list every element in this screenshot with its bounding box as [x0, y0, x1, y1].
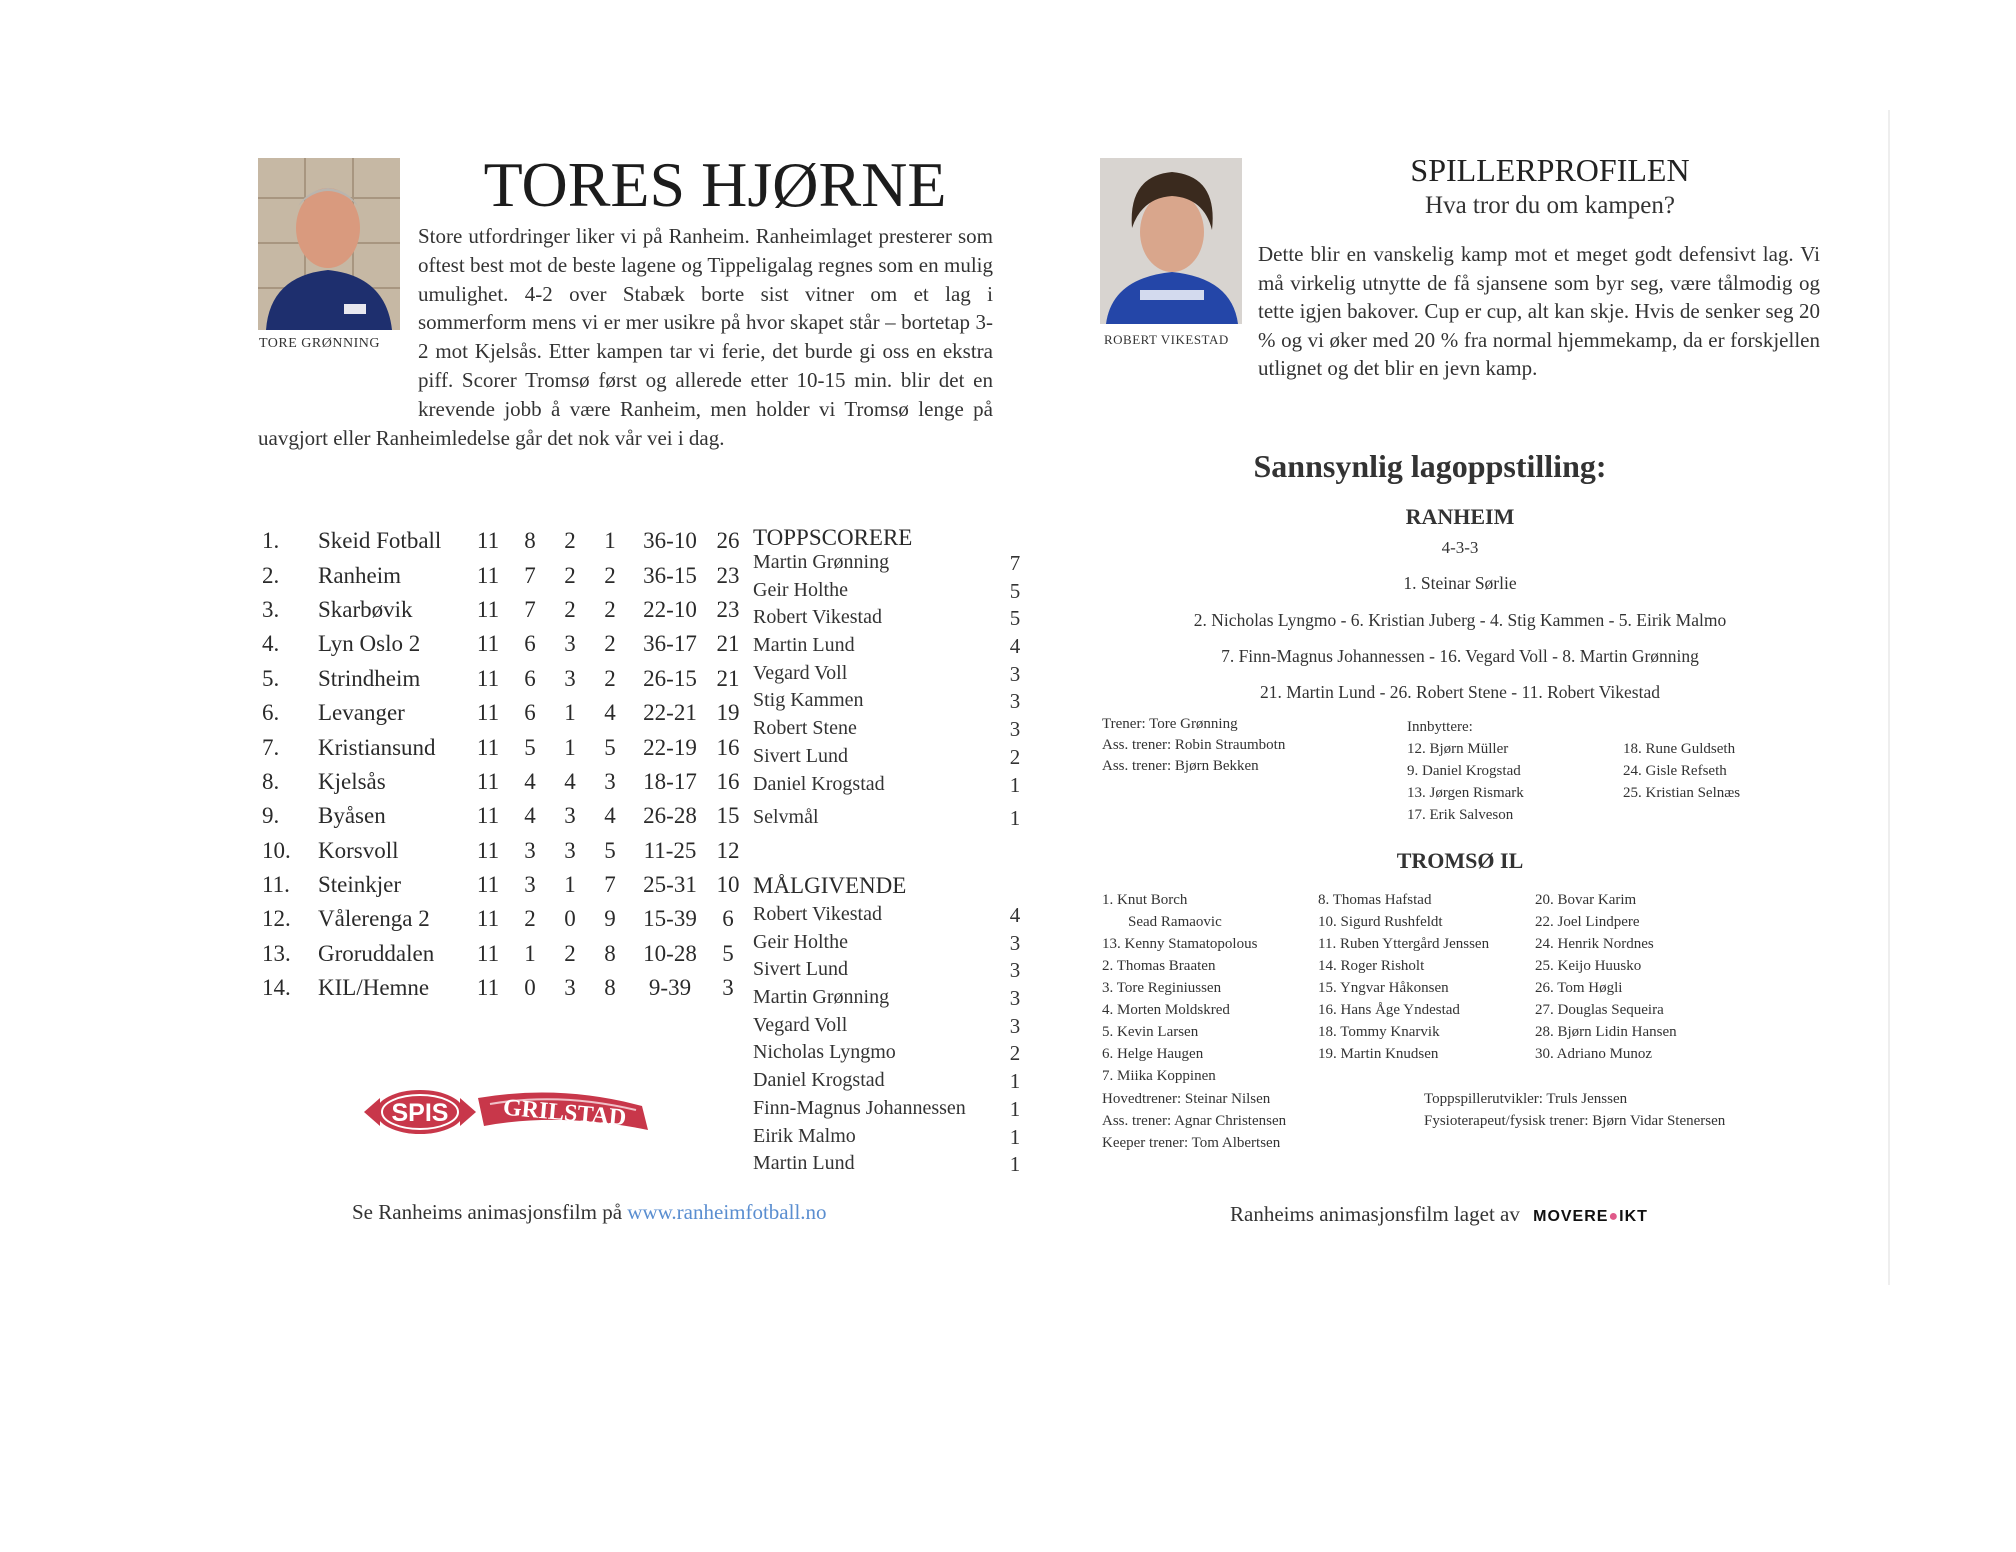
- standings-row: [262, 662, 746, 696]
- malgivende-row: [753, 1041, 1043, 1069]
- toppscorere-row: [753, 579, 1043, 607]
- drawn-cell: 1: [564, 700, 576, 726]
- won-cell: 5: [524, 734, 536, 760]
- lost-cell: 8: [604, 975, 616, 1001]
- points-cell: 21: [716, 631, 740, 657]
- tromso-player: 6. Helge Haugen: [1102, 1046, 1204, 1062]
- staff-line: Toppspillerutvikler: Truls Jenssen: [1424, 1091, 1628, 1107]
- rank-cell: 11.: [262, 872, 290, 898]
- tromso-player: 4. Morten Moldskred: [1102, 1002, 1230, 1018]
- lost-cell: 2: [604, 665, 616, 691]
- drawn-cell: 1: [564, 734, 576, 760]
- malgivende-row: [753, 903, 1043, 931]
- staff-line: Hovedtrener: Steinar Nilsen: [1102, 1091, 1271, 1107]
- subs-heading: Innbyttere:: [1407, 719, 1473, 735]
- toppscorere-block: [753, 525, 1043, 834]
- lost-cell: 2: [604, 562, 616, 588]
- points-cell: 3: [722, 975, 734, 1001]
- footer-left-text: Se Ranheims animasjonsfilm på: [352, 1200, 623, 1224]
- staff-line: Ass. trener: Robin Straumbotn: [1102, 737, 1286, 753]
- player-count: 2: [1009, 744, 1021, 769]
- points-cell: 26: [716, 528, 740, 554]
- lost-cell: 3: [604, 768, 616, 794]
- staff-line: Trener: Tore Grønning: [1102, 716, 1238, 732]
- toppscorere-row: [753, 745, 1043, 773]
- sub-player: 18. Rune Guldseth: [1623, 741, 1736, 757]
- goals-cell: 10-28: [643, 940, 697, 966]
- drawn-cell: 3: [564, 665, 576, 691]
- tromso-player: 19. Martin Knudsen: [1318, 1046, 1439, 1062]
- team-cell: Levanger: [318, 700, 405, 726]
- team-cell: Skarbøvik: [318, 596, 413, 622]
- player-count: 3: [1009, 958, 1021, 983]
- points-cell: 16: [716, 734, 740, 760]
- tromso-player: 15. Yngvar Håkonsen: [1318, 980, 1449, 996]
- movere-ikt-logo: [1533, 1208, 1648, 1225]
- lost-cell: 5: [604, 837, 616, 863]
- player-count: 3: [1009, 661, 1021, 686]
- played-cell: 11: [476, 768, 500, 794]
- goals-cell: 36-17: [643, 631, 697, 657]
- tromso-player: 24. Henrik Nordnes: [1535, 936, 1654, 952]
- team-cell: Lyn Oslo 2: [318, 631, 421, 657]
- malgivende-row: [753, 1069, 1043, 1097]
- rank-cell: 13.: [262, 940, 291, 966]
- team-cell: Kjelsås: [318, 768, 386, 794]
- sub-player: 9. Daniel Krogstad: [1407, 763, 1521, 779]
- lost-cell: 2: [604, 596, 616, 622]
- player-count: 5: [1009, 606, 1021, 631]
- standings-row: [262, 593, 746, 627]
- won-cell: 1: [524, 940, 536, 966]
- toppscorere-row: [753, 606, 1043, 634]
- tromso-player: 20. Bovar Karim: [1535, 892, 1637, 908]
- won-cell: 8: [524, 528, 536, 554]
- staff-line: Keeper trener: Tom Albertsen: [1102, 1135, 1281, 1151]
- player-count: 4: [1009, 903, 1021, 927]
- won-cell: 4: [524, 803, 536, 829]
- player-name: Daniel Krogstad: [753, 1069, 885, 1092]
- lineup-line-2: 2. Nicholas Lyngmo - 6. Kristian Juberg - 4. Stig Kammen - 5. Eirik Malmo: [1193, 610, 1727, 630]
- drawn-cell: 1: [564, 872, 576, 898]
- won-cell: 6: [524, 631, 536, 657]
- player-name: Daniel Krogstad: [753, 772, 885, 795]
- lost-cell: 4: [604, 700, 616, 726]
- played-cell: 11: [476, 631, 500, 657]
- player-name: Eirik Malmo: [753, 1124, 856, 1147]
- player-name: Geir Holthe: [753, 578, 848, 601]
- played-cell: 11: [476, 528, 500, 554]
- drawn-cell: 2: [564, 596, 576, 622]
- goals-cell: 36-10: [643, 528, 697, 554]
- player-name: Robert Vikestad: [753, 606, 882, 629]
- drawn-cell: 3: [564, 975, 576, 1001]
- spillerprofilen-subtitle: Hva tror du om kampen?: [1425, 192, 1675, 219]
- player-name: Selvmål: [753, 806, 819, 829]
- goals-cell: 22-10: [643, 596, 697, 622]
- points-cell: 15: [716, 803, 740, 829]
- points-cell: 23: [716, 562, 740, 588]
- malgivende-block: [753, 873, 1043, 1180]
- standings-row: [262, 627, 746, 661]
- won-cell: 3: [524, 837, 536, 863]
- goals-cell: 9-39: [648, 975, 692, 1001]
- footer-right-text: Ranheims animasjonsfilm laget av: [1230, 1202, 1520, 1226]
- drawn-cell: 4: [564, 768, 576, 794]
- staff-line: Ass. trener: Bjørn Bekken: [1102, 758, 1259, 774]
- player-count: 5: [1009, 578, 1021, 603]
- photo-spacer: [1100, 240, 1258, 356]
- formation: 4-3-3: [1441, 538, 1479, 557]
- tromso-col-1: [1102, 889, 1257, 1087]
- player-name: Martin Grønning: [753, 986, 890, 1009]
- goals-cell: 26-28: [643, 803, 697, 829]
- player-name: Stig Kammen: [753, 689, 864, 712]
- sub-player: 13. Jørgen Rismark: [1407, 785, 1524, 801]
- malgivende-row: [753, 958, 1043, 986]
- sub-player: 25. Kristian Selnæs: [1623, 785, 1741, 801]
- standings-row: [262, 902, 746, 936]
- won-cell: 2: [524, 906, 536, 932]
- tromso-player: 16. Hans Åge Yndestad: [1318, 1002, 1460, 1018]
- spillerprofilen-title: SPILLERPROFILEN: [1410, 152, 1690, 188]
- toppscorere-heading: TOPPSCORERE: [753, 525, 913, 550]
- page-edge-line: [1888, 110, 1890, 1285]
- rank-cell: 6.: [262, 700, 280, 726]
- tores-body-text: Store utfordringer liker vi på Ranheim. Ranheimlaget presterer som oftest best mot de beste lagene og Tippeligalag regnes som en mulig umulighet. 4-2 over Stabæk borte sist vitner om et lag i sommerform mens vi er mer usikre på hvor skapet står – bortetap 3-2 mot Kjelsås. Etter kampen tar vi ferie, det burde gi oss en ekstra piff. Scorer Tromsø først og allerede etter 10-15 min. blir det en krevende jobb å være Ranheim, men holder vi Tromsø lenge på uavgjort eller Ranheimledelse går det nok vår vei i dag.: [258, 224, 993, 450]
- malgivende-row: [753, 1152, 1043, 1180]
- won-cell: 4: [524, 768, 536, 794]
- tromso-player: 28. Bjørn Lidin Hansen: [1535, 1024, 1677, 1040]
- standings-row: [262, 696, 746, 730]
- tromso-player: 7. Miika Koppinen: [1102, 1068, 1216, 1084]
- points-cell: 10: [716, 872, 740, 898]
- toppscorere-row: [753, 717, 1043, 745]
- player-name: Martin Grønning: [753, 551, 890, 573]
- toppscorere-row: [753, 551, 1043, 579]
- won-cell: 0: [524, 975, 536, 1001]
- player-name: Vegard Voll: [753, 661, 848, 684]
- lineup-title: Sannsynlig lagoppstilling:: [1253, 448, 1607, 484]
- team-cell: KIL/Hemne: [318, 975, 430, 1001]
- won-cell: 7: [524, 596, 536, 622]
- player-name: Martin Lund: [753, 634, 855, 657]
- standings-row: [262, 765, 746, 799]
- toppscorere-row: [753, 773, 1043, 801]
- lineup-line-3: 7. Finn-Magnus Johannessen - 16. Vegard Voll - 8. Martin Grønning: [1221, 646, 1699, 666]
- player-name: Finn-Magnus Johannessen: [753, 1096, 966, 1119]
- goals-cell: 26-15: [643, 665, 697, 691]
- footer-right: [1230, 1202, 1648, 1227]
- lost-cell: 9: [604, 906, 616, 932]
- rank-cell: 12.: [262, 906, 291, 932]
- tores-hjorne-title: TORES HJØRNE: [483, 149, 947, 220]
- rank-cell: 2.: [262, 562, 280, 588]
- played-cell: 11: [476, 906, 500, 932]
- points-cell: 19: [716, 700, 740, 726]
- toppscorere-list: [753, 551, 1043, 834]
- rank-cell: 7.: [262, 734, 280, 760]
- rank-cell: 5.: [262, 665, 280, 691]
- ranheimfotball-link[interactable]: www.ranheimfotball.no: [627, 1200, 827, 1224]
- malgivende-heading: MÅLGIVENDE: [753, 873, 907, 898]
- lost-cell: 7: [604, 872, 616, 898]
- rank-cell: 1.: [262, 528, 280, 554]
- tromso-player: 13. Kenny Stamatopolous: [1102, 936, 1258, 952]
- player-name: Robert Stene: [753, 717, 857, 740]
- staff-line: Fysioterapeut/fysisk trener: Bjørn Vidar Stenersen: [1424, 1113, 1726, 1129]
- photo-spacer: [258, 222, 418, 400]
- staff-line: Ass. trener: Agnar Christensen: [1102, 1113, 1287, 1129]
- goals-cell: 11-25: [643, 837, 697, 863]
- standings-row: [262, 834, 746, 868]
- player-name: Vegard Voll: [753, 1013, 848, 1036]
- player-name: Sivert Lund: [753, 958, 848, 981]
- team-cell: Strindheim: [318, 665, 421, 691]
- goals-cell: 15-39: [643, 906, 697, 932]
- lineup-line-1: 1. Steinar Sørlie: [1403, 573, 1517, 593]
- tromso-player: 2. Thomas Braaten: [1102, 958, 1216, 974]
- played-cell: 11: [476, 872, 500, 898]
- toppscorere-row: [753, 689, 1043, 717]
- played-cell: 11: [476, 665, 500, 691]
- standings-row: [262, 799, 746, 833]
- sub-player: 24. Gisle Refseth: [1623, 763, 1727, 779]
- goals-cell: 18-17: [643, 768, 697, 794]
- player-count: 3: [1009, 717, 1021, 742]
- player-count: 1: [1009, 806, 1021, 831]
- ranheim-team-heading: RANHEIM: [1405, 504, 1515, 529]
- toppscorere-row: [753, 662, 1043, 690]
- player-count: 7: [1009, 551, 1021, 575]
- team-cell: Vålerenga 2: [318, 906, 430, 932]
- rank-cell: 8.: [262, 768, 280, 794]
- player-name: Geir Holthe: [753, 930, 848, 953]
- player-count: 1: [1009, 772, 1021, 797]
- tromso-player: 26. Tom Høgli: [1535, 980, 1623, 996]
- player-count: 2: [1009, 1041, 1021, 1066]
- player-count: 3: [1009, 689, 1021, 714]
- toppscorere-row: [753, 806, 1043, 834]
- lineup-line-4: 21. Martin Lund - 26. Robert Stene - 11. Robert Vikestad: [1260, 682, 1660, 702]
- player-count: 1: [1009, 1069, 1021, 1094]
- tromso-player: 30. Adriano Munoz: [1535, 1046, 1653, 1062]
- player-name: Sivert Lund: [753, 744, 848, 767]
- player-count: 1: [1009, 1096, 1021, 1121]
- won-cell: 7: [524, 562, 536, 588]
- lost-cell: 5: [604, 734, 616, 760]
- drawn-cell: 3: [564, 837, 576, 863]
- standings-row: [262, 971, 746, 1005]
- tores-article: [258, 222, 993, 452]
- spillerprofil-body-text: Dette blir en vanskelig kamp mot et meget godt defensivt lag. Vi må virkelig utnytte de få sjansene som byr seg, være tålmodig og tette igjen bakover. Cup er cup, alt kan skje. Hvis de senker seg 20 % og vi øker med 20 % fra normal hjemmekamp, da er forskjellen utlignet og det blir en jevn kamp.: [1258, 242, 1820, 381]
- drawn-cell: 2: [564, 940, 576, 966]
- standings-row: [262, 730, 746, 764]
- rank-cell: 3.: [262, 596, 280, 622]
- tromso-player: 10. Sigurd Rushfeldt: [1318, 914, 1443, 930]
- standings-row: [262, 937, 746, 971]
- malgivende-row: [753, 986, 1043, 1014]
- tromso-player: 22. Joel Lindpere: [1535, 914, 1640, 930]
- team-cell: Byåsen: [318, 803, 386, 829]
- ranheim-subs-b: [1623, 738, 1740, 804]
- rank-cell: 4.: [262, 631, 280, 657]
- robert-photo-caption: ROBERT VIKESTAD: [1104, 332, 1229, 347]
- tromso-player: 8. Thomas Hafstad: [1318, 892, 1432, 908]
- points-cell: 12: [716, 837, 740, 863]
- player-count: 3: [1009, 1013, 1021, 1038]
- drawn-cell: 3: [564, 631, 576, 657]
- logo-dot-icon: ●: [1608, 1208, 1620, 1225]
- malgivende-row: [753, 1014, 1043, 1042]
- lost-cell: 8: [604, 940, 616, 966]
- goals-cell: 22-21: [643, 700, 697, 726]
- malgivende-row: [753, 931, 1043, 959]
- points-cell: 5: [722, 940, 734, 966]
- spis-badge: [364, 1090, 476, 1134]
- tromso-col-3: [1535, 889, 1677, 1065]
- played-cell: 11: [476, 837, 500, 863]
- tromso-player: 14. Roger Risholt: [1318, 958, 1425, 974]
- player-count: 3: [1009, 930, 1021, 955]
- standings-row: [262, 558, 746, 592]
- drawn-cell: 3: [564, 803, 576, 829]
- drawn-cell: 0: [564, 906, 576, 932]
- tromso-player: 11. Ruben Yttergård Jenssen: [1318, 936, 1490, 952]
- ikt-logo-text: IKT: [1619, 1208, 1648, 1225]
- tores-hjorne-section: [0, 0, 1040, 1240]
- team-cell: Skeid Fotball: [318, 528, 442, 554]
- team-cell: Steinkjer: [318, 872, 402, 898]
- tromso-staff-right: [1424, 1088, 1725, 1132]
- grilstad-text: GRILSTAD: [501, 1094, 628, 1132]
- drawn-cell: 2: [564, 562, 576, 588]
- ranheim-staff: [1102, 714, 1285, 777]
- points-cell: 21: [716, 665, 740, 691]
- team-cell: Ranheim: [318, 562, 402, 588]
- played-cell: 11: [476, 700, 500, 726]
- lost-cell: 1: [604, 528, 616, 554]
- tromso-player: 27. Douglas Sequeira: [1535, 1002, 1664, 1018]
- player-name: Martin Lund: [753, 1152, 855, 1175]
- points-cell: 6: [722, 906, 734, 932]
- drawn-cell: 2: [564, 528, 576, 554]
- rank-cell: 10.: [262, 837, 291, 863]
- tromso-col-2: [1318, 889, 1489, 1065]
- tromso-player: 3. Tore Reginiussen: [1102, 980, 1222, 996]
- spis-text: SPIS: [391, 1099, 449, 1127]
- tore-photo-caption: TORE GRØNNING: [259, 336, 380, 351]
- points-cell: 23: [716, 596, 740, 622]
- toppscorere-row: [753, 634, 1043, 662]
- played-cell: 11: [476, 596, 500, 622]
- movere-logo-text: MOVERE: [1533, 1208, 1609, 1225]
- won-cell: 3: [524, 872, 536, 898]
- standings-table: [262, 524, 746, 1005]
- tromso-player: 25. Keijo Huusko: [1535, 958, 1642, 974]
- rank-cell: 14.: [262, 975, 291, 1001]
- team-cell: Kristiansund: [318, 734, 436, 760]
- malgivende-row: [753, 1097, 1043, 1125]
- malgivende-row: [753, 1125, 1043, 1153]
- footer-left: [352, 1200, 827, 1225]
- player-count: 3: [1009, 986, 1021, 1011]
- malgivende-list: [753, 903, 1043, 1180]
- player-count: 4: [1009, 634, 1021, 659]
- tromso-player: 1. Knut Borch: [1102, 892, 1188, 908]
- ranheim-subs-a: [1407, 716, 1524, 826]
- won-cell: 6: [524, 665, 536, 691]
- standings-body: [262, 524, 746, 1005]
- team-cell: Korsvoll: [318, 837, 399, 863]
- tromso-player: 5. Kevin Larsen: [1102, 1024, 1199, 1040]
- tromso-staff-left: [1102, 1088, 1286, 1154]
- won-cell: 6: [524, 700, 536, 726]
- grilstad-banner: [478, 1093, 648, 1132]
- player-name: Nicholas Lyngmo: [753, 1041, 896, 1064]
- played-cell: 11: [476, 975, 500, 1001]
- team-cell: Groruddalen: [318, 940, 435, 966]
- spillerprofil-article: [1100, 240, 1820, 383]
- points-cell: 16: [716, 768, 740, 794]
- spis-grilstad-logo: [360, 1078, 650, 1144]
- standings-row: [262, 524, 746, 558]
- goals-cell: 25-31: [643, 872, 697, 898]
- tromso-heading: TROMSØ IL: [1396, 848, 1524, 873]
- lost-cell: 2: [604, 631, 616, 657]
- played-cell: 11: [476, 734, 500, 760]
- goals-cell: 22-19: [643, 734, 697, 760]
- tromso-player: 18. Tommy Knarvik: [1318, 1024, 1440, 1040]
- goals-cell: 36-15: [643, 562, 697, 588]
- lost-cell: 4: [604, 803, 616, 829]
- standings-row: [262, 868, 746, 902]
- played-cell: 11: [476, 562, 500, 588]
- tromso-player: Sead Ramaovic: [1128, 914, 1222, 930]
- player-name: Robert Vikestad: [753, 903, 882, 925]
- played-cell: 11: [476, 940, 500, 966]
- rank-cell: 9.: [262, 803, 280, 829]
- sub-player: 17. Erik Salveson: [1407, 807, 1514, 823]
- sub-player: 12. Bjørn Müller: [1407, 741, 1509, 757]
- played-cell: 11: [476, 803, 500, 829]
- player-count: 1: [1009, 1124, 1021, 1149]
- player-count: 1: [1009, 1152, 1021, 1177]
